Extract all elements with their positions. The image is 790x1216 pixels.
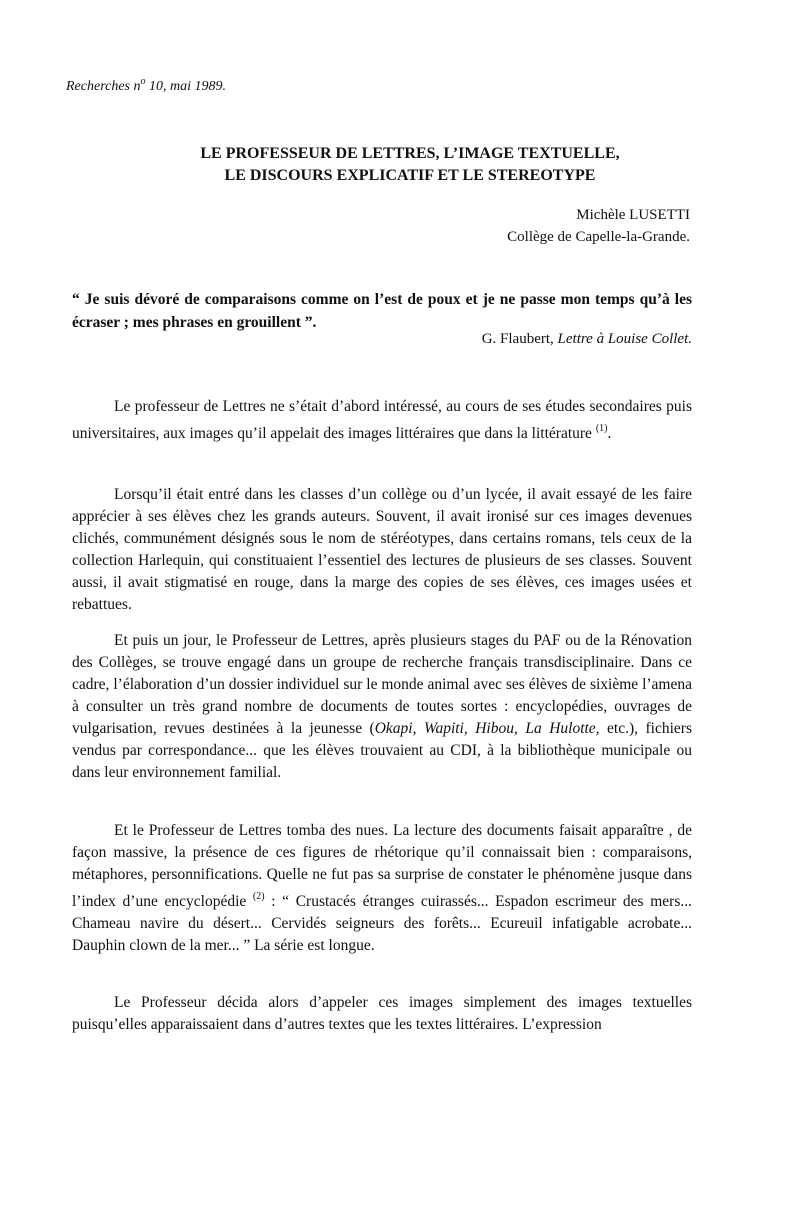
epigraph-work: Lettre à Louise Collet. [557,331,692,347]
p2-text: Lorsqu’il était entré dans les classes d’un collège ou d’un lycée, il avait essayé de les faire apprécier à ses élèves chez les grands auteurs. Souvent, il avait ironisé sur ces images devenues clichés, communément désignés sous le nom de stéréotypes, dans certains romans, tels ceux de la collection Harlequin, qui constituaient l’essentiel des lectures de plusieurs de ses classes. Souvent aussi, il avait stigmatisé en rouge, dans la marge des copies de ses élèves, ces images usées et rebattues. [72,486,692,613]
footnote-ref-1: (1) [595,423,608,434]
paragraph-4 [72,820,692,957]
epigraph-author: G. Flaubert, [481,331,558,347]
paragraph-1 [72,396,692,445]
title-line-1: LE PROFESSEUR DE LETTRES, L’IMAGE TEXTUELLE, [200,145,620,162]
title-line-2: LE DISCOURS EXPLICATIF ET LE STEREOTYPE [224,167,596,184]
journal-issue: 10, mai 1989. [145,79,226,94]
p3-text-a: Et puis un jour, le Professeur de Lettres, après plusieurs stages du PAF ou de la Rénovation des Collèges, se trouve engagé dans un groupe de recherche français transdisciplinaire. Dans ce cadre, l’élaboration d’un dossier individuel sur le monde animal avec ses élèves de sixième l’amena à consulter un très grand nombre de documents de toutes sortes : encyclopédies, ouvrages de vulgarisation, revues destinées à la jeunesse ( [72,632,692,737]
journal-number-sign: o [140,76,146,87]
author-name: Michèle LUSETTI [576,207,690,223]
journal-header [66,76,226,95]
paragraph-3 [72,630,692,784]
p1-text: Le professeur de Lettres ne s’était d’abord intéressé, au cours de ses études secondaires puis universitaires, aux images qu’il appelait des images littéraires que dans la littérature [72,398,692,442]
epigraph-source [482,331,692,348]
p1-end: . [607,425,612,442]
article-title [110,143,710,187]
paragraph-5 [72,992,692,1036]
p5-text: Le Professeur décida alors d’appeler ces images simplement des images textuelles puisqu’elles apparaissaient dans d’autres textes que les textes littéraires. L’expression [72,994,692,1033]
p4-text-a: Et le Professeur de Lettres tomba des nues. La lecture des documents faisait apparaître , de façon massive, la présence de ces figures de rhétorique qu’il connaissait bien : comparaisons, métaphores, personnifications. Quelle ne fut pas sa surprise de constater le phénomène jusque dans l’index d’une encyclopédie [72,822,692,910]
author-block [507,204,690,248]
paragraph-2 [72,484,692,616]
epigraph-quote: “ Je suis dévoré de comparaisons comme on l’est de poux et je ne passe mon temps qu’à les écraser ; mes phrases en grouillent ”. [72,291,692,331]
p3-magazine-titles: Okapi, Wapiti, Hibou, La Hulotte, [374,720,600,737]
journal-prefix: Recherches n [66,79,141,94]
p4-text-b: : “ Crustacés étranges cuirassés... Espadon escrimeur des mers... Chameau navire du désert... Cervidés seigneurs des forêts... Ecureuil infatigable acrobate... Dauphin clown de la mer... ” La série est longue. [72,893,692,954]
author-affiliation: Collège de Capelle-la-Grande. [507,229,690,245]
p3-text-b: etc.), fichiers vendus par correspondance... que les élèves trouvaient au CDI, à la bibliothèque municipale ou dans leur environnement familial. [72,720,692,781]
footnote-ref-2: (2) [252,891,265,902]
